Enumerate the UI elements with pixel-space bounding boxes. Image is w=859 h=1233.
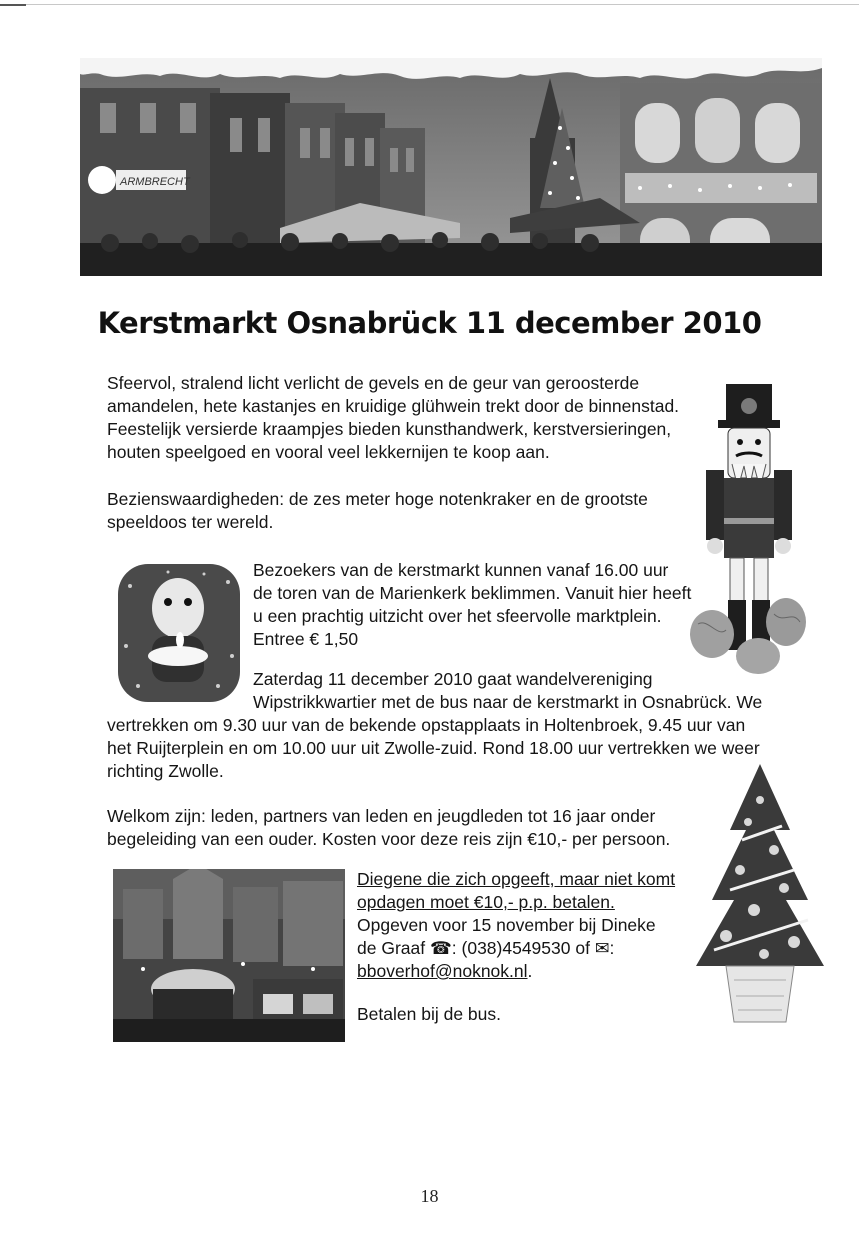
christmas-tree-image xyxy=(690,760,830,1028)
sights-line-1: Bezienswaardigheden: de zes meter hoge notenkraker en de grootste xyxy=(107,489,648,509)
welcome-line-1: Welkom zijn: leden, partners van leden en jeugdleden tot 16 jaar onder xyxy=(107,806,656,826)
intro-line-4: houten speelgoed en vooral veel lekkernijen te koop aan. xyxy=(107,442,550,462)
email-period: . xyxy=(527,961,533,981)
intro-line-2: amandelen, hete kastanjes en kruidige glühwein trekt door de binnenstad. xyxy=(107,396,680,416)
notice-email-line xyxy=(357,960,532,983)
trip-line-3: vertrekken om 9.30 uur van de bekende opstapplaats in Holtenbroek, 9.45 uur van xyxy=(107,715,746,735)
phone-number: : (038)4549530 of xyxy=(451,938,595,958)
welcome-line-2: begeleiding van een ouder. Kosten voor deze reis zijn €10,- per persoon. xyxy=(107,829,671,849)
email-link[interactable]: bboverhof@noknok.nl xyxy=(357,961,528,981)
visitors-line-2: de toren van de Marienkerk beklimmen. Vanuit hier heeft xyxy=(253,583,692,603)
sights-line-2: speeldoos ter wereld. xyxy=(107,512,274,532)
notice-payment: Betalen bij de bus. xyxy=(357,1004,501,1024)
visitors-line-4: Entree € 1,50 xyxy=(253,629,359,649)
visitors-line-3: u een prachtig uitzicht over het sfeervolle marktplein. xyxy=(253,606,662,626)
scan-edge-mark xyxy=(0,4,26,6)
banner-shop-sign: ARMBRECHT xyxy=(120,176,190,188)
notice-register-line-1: Opgeven voor 15 november bij Dineke xyxy=(357,915,656,935)
notice-warning-line-2: opdagen moet €10,- p.p. betalen. xyxy=(357,892,615,912)
register-name-surname: de Graaf xyxy=(357,938,430,958)
visitors-line-1: Bezoekers van de kerstmarkt kunnen vanaf 16.00 uur xyxy=(253,560,669,580)
intro-line-3: Feestelijk versierde kraampjes bieden kunsthandwerk, kerstversieringen, xyxy=(107,419,672,439)
trip-line-4: het Ruijterplein en om 10.00 uur uit Zwolle-zuid. Rond 18.00 uur vertrekken we weer xyxy=(107,738,760,758)
trip-line-5: richting Zwolle. xyxy=(107,761,224,781)
intro-line-1: Sfeervol, stralend licht verlicht de gevels en de geur van geroosterde xyxy=(107,373,640,393)
nutcracker-image xyxy=(688,378,808,674)
page-title: Kerstmarkt Osnabrück 11 december 2010 xyxy=(97,306,762,340)
mail-colon: : xyxy=(609,938,615,958)
scan-edge-line xyxy=(0,4,859,5)
candle-figure-image xyxy=(108,556,246,708)
market-photo xyxy=(113,869,345,1042)
trip-line-1: Zaterdag 11 december 2010 gaat wandelvereniging xyxy=(253,669,653,689)
trip-line-2: Wipstrikkwartier met de bus naar de kerstmarkt in Osnabrück. We xyxy=(253,692,763,712)
phone-icon: ☎ xyxy=(429,938,452,958)
page-number: 18 xyxy=(420,1186,439,1206)
notice-warning-line-1: Diegene die zich opgeeft, maar niet komt xyxy=(357,869,676,889)
banner-photo-christmas-market xyxy=(80,58,822,276)
notice-register-line-2 xyxy=(357,937,614,960)
mail-icon: ✉ xyxy=(594,938,610,958)
